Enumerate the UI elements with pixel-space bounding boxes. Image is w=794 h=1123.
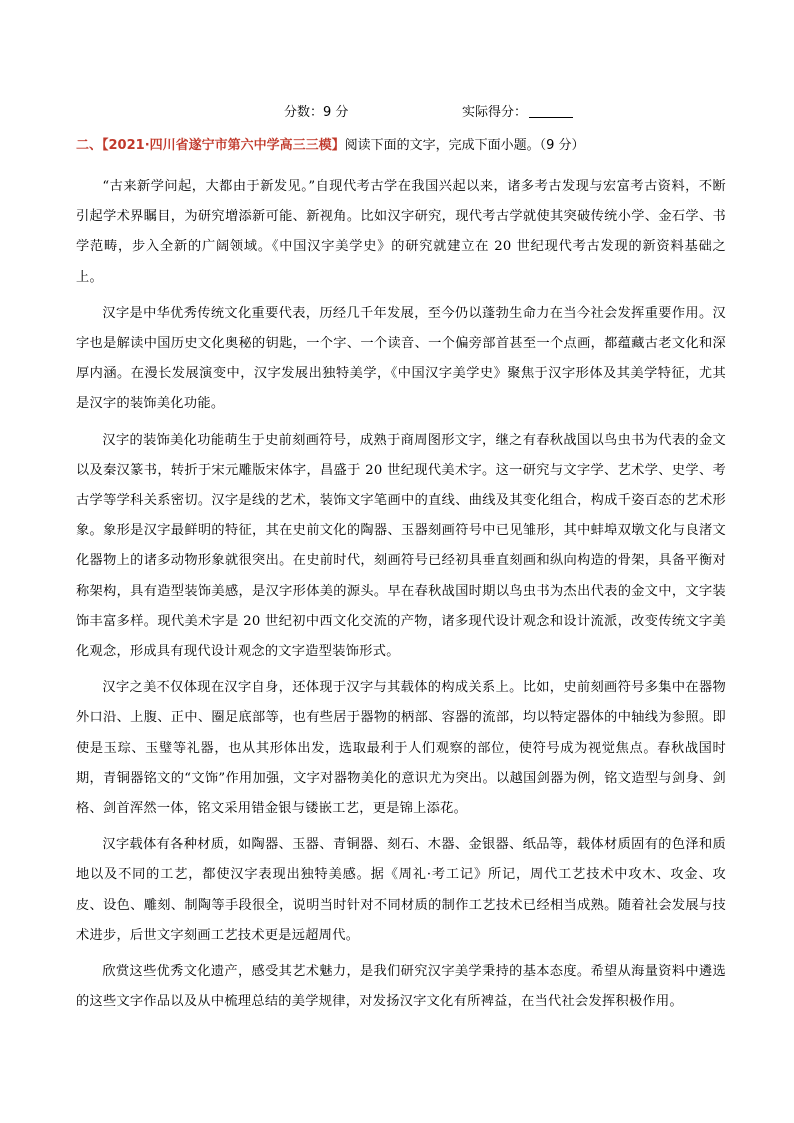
- score-label: 分数：9 分: [284, 105, 349, 120]
- actual-score-field: [462, 98, 573, 128]
- passage-paragraph: 欣赏这些优秀文化遗产，感受其艺术魅力，是我们研究汉字美学秉持的基本态度。希望从海量资料中遴选的这些文字作品以及从中梳理总结的美学规律，对发扬汉字文化有所裨益，在当代社会发挥积极作用。: [76, 964, 726, 1010]
- passage-paragraph: “古来新学问起，大都由于新发见。”自现代考古学在我国兴起以来，诸多考古发现与宏富考古资料，不断引起学术界瞩目，为研究增添新可能、新视角。比如汉字研究，现代考古学就使其突破传统小学、金石学、书学范畴，步入全新的广阔领域。《中国汉字美学史》的研究就建立在 20 世纪现代考古发现的新资料基础之上。: [76, 179, 726, 285]
- question-instruction: 阅读下面的文字，完成下面小题。（9 分）: [344, 138, 585, 153]
- reading-passage: [76, 172, 726, 1023]
- actual-score-label: 实际得分：: [462, 105, 528, 120]
- passage-paragraph: 汉字的装饰美化功能萌生于史前刻画符号，成熟于商周图形文字，继之有春秋战国以鸟虫书为代表的金文以及秦汉篆书，转折于宋元雕版宋体字，昌盛于 20 世纪现代美术字。这一研究与文字学、艺术学、史学、考古学等学科关系密切。汉字是线的艺术，装饰文字笔画中的直线、曲线及其变化组合，构成千姿百态的艺术形象。象形是汉字最鲜明的特征，其在史前文化的陶器、玉器刻画符号中已见雏形，其中蚌埠双墩文化与良渚文化器物上的诸多动物形象就很突出。在史前时代，刻画符号已经初具垂直刻画和纵向构造的骨架，具备平衡对称架构，具有造型装饰美感，是汉字形体美的源头。早在春秋战国时期以鸟虫书为杰出代表的金文中，文字装饰丰富多样。现代美术字是 20 世纪初中西文化交流的产物，诸多现代设计观念和设计流派，改变传统文字美化观念，形成具有现代设计观念的文字造型装饰形式。: [76, 432, 726, 660]
- passage-paragraph: 汉字之美不仅体现在汉字自身，还体现于汉字与其载体的构成关系上。比如，史前刻画符号多集中在器物外口沿、上腹、正中、圈足底部等，也有些居于器物的柄部、容器的流部，均以特定器体的中轴线为参照。即使是玉琮、玉璧等礼器，也从其形体出发，选取最利于人们观察的部位，使符号成为视觉焦点。春秋战国时期，青铜器铭文的“文饰”作用加强，文字对器物美化的意识尤为突出。以越国剑器为例，铭文造型与剑身、剑格、剑首浑然一体，铭文采用错金银与镂嵌工艺，更是锦上添花。: [76, 680, 726, 817]
- passage-paragraph: 汉字载体有各种材质，如陶器、玉器、青铜器、刻石、木器、金银器、纸品等，载体材质固有的色泽和质地以及不同的工艺，都使汉字表现出独特美感。据《周礼·考工记》所记，周代工艺技术中攻木、攻金、攻皮、设色、雕刻、制陶等手段很全，说明当时针对不同材质的制作工艺技术已经相当成熟。随着社会发展与技术进步，后世文字刻画工艺技术更是远超周代。: [76, 837, 726, 943]
- question-source: 【2021·四川省遂宁市第六中学高三三模】: [102, 138, 345, 153]
- question-number: 二、: [76, 138, 103, 153]
- score-row: [0, 98, 794, 128]
- question-header: [76, 132, 756, 160]
- actual-score-blank: [529, 103, 573, 118]
- passage-paragraph: 汉字是中华优秀传统文化重要代表，历经几千年发展，至今仍以蓬勃生命力在当今社会发挥重要作用。汉字也是解读中国历史文化奥秘的钥匙，一个字、一个读音、一个偏旁部首甚至一个点画，都蕴藏古老文化和深厚内涵。在漫长发展演变中，汉字发展出独特美学，《中国汉字美学史》聚焦于汉字形体及其美学特征，尤其是汉字的装饰美化功能。: [76, 305, 726, 412]
